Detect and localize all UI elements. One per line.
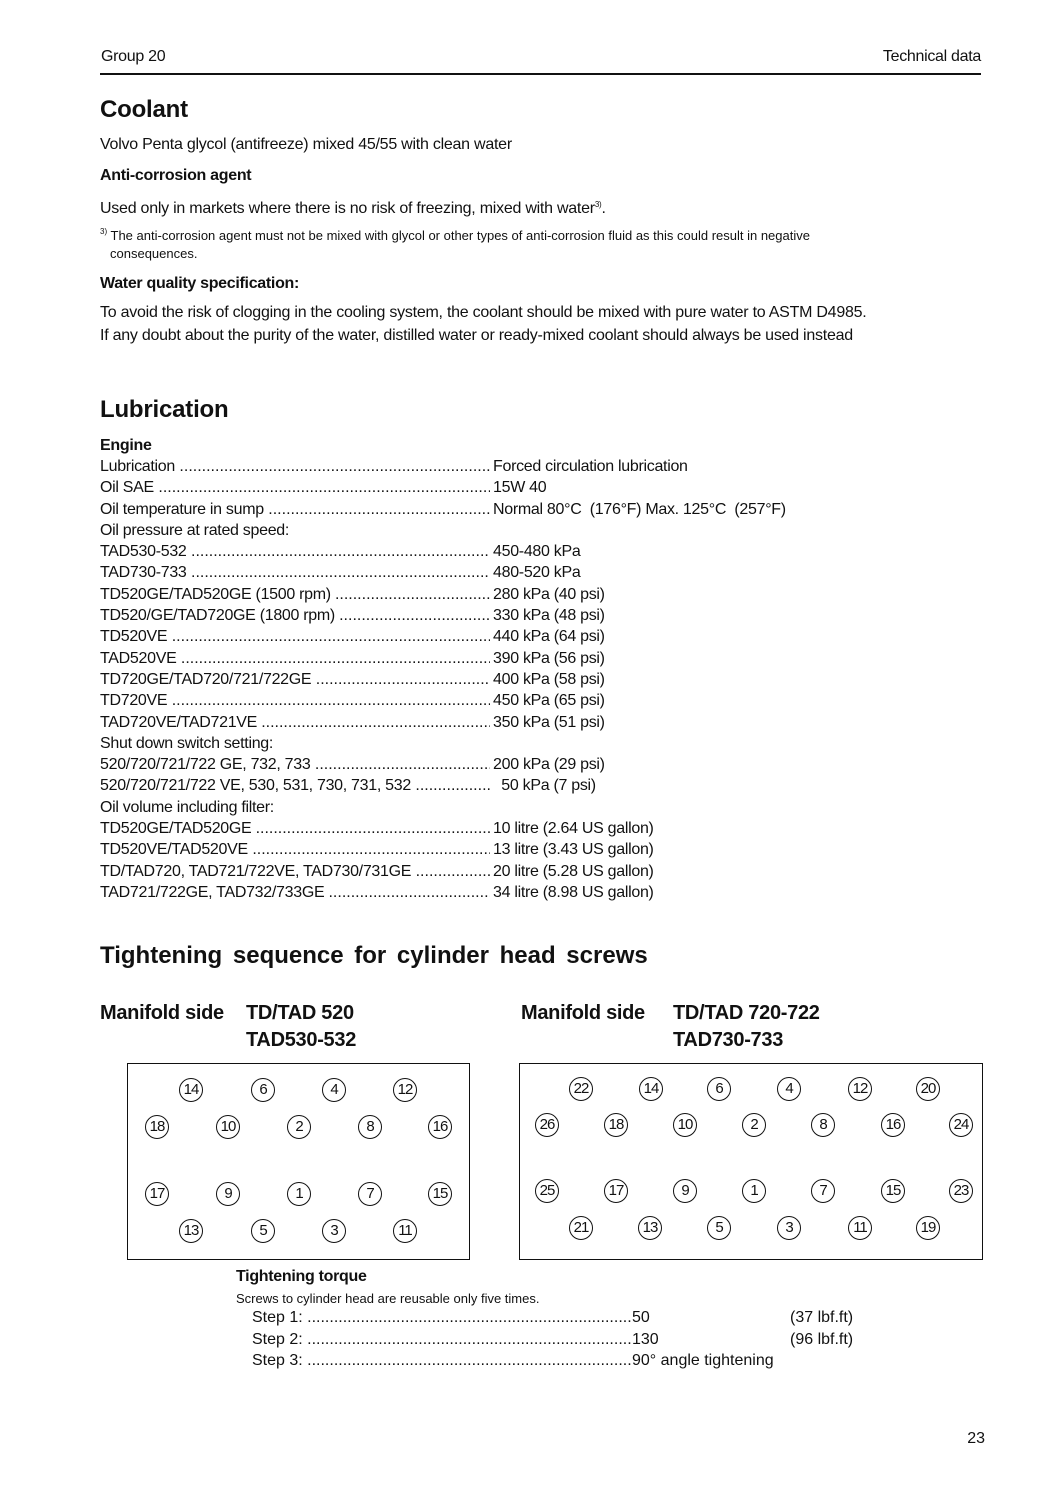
bolt-circle: 14 bbox=[179, 1078, 203, 1102]
bolt-circle: 14 bbox=[639, 1077, 663, 1101]
spec-row bbox=[100, 456, 860, 477]
spec-label: 520/720/721/722 VE, 530, 531, 730, 731, 532 ..... bbox=[100, 775, 490, 796]
right-model-line-2: TAD730-733 bbox=[673, 1029, 784, 1051]
spec-label: TD520GE/TAD520GE ..... bbox=[100, 818, 490, 839]
bolt-circle: 15 bbox=[881, 1179, 905, 1203]
lubrication-spec-list bbox=[100, 435, 860, 903]
bolt-circle: 6 bbox=[251, 1078, 275, 1102]
spec-label: TAD721/722GE, TAD732/733GE ..... bbox=[100, 882, 490, 903]
bolt-circle: 2 bbox=[742, 1113, 766, 1137]
bolt-circle: 26 bbox=[535, 1113, 559, 1137]
bolt-circle: 3 bbox=[322, 1219, 346, 1243]
spec-row bbox=[100, 541, 860, 562]
spec-value: 450 kPa (65 psi) bbox=[493, 690, 605, 711]
water-quality-line-1: To avoid the risk of clogging in the cooling system, the coolant should be mixed with pure water to ASTM D4985. bbox=[100, 304, 867, 321]
spec-group-heading bbox=[100, 733, 860, 754]
left-model-line-2: TAD530-532 bbox=[246, 1029, 357, 1051]
torque-step-label: Step 2: ..... bbox=[252, 1329, 632, 1351]
bolt-circle: 25 bbox=[535, 1179, 559, 1203]
spec-value: 200 kPa (29 psi) bbox=[493, 754, 605, 775]
bolt-circle: 11 bbox=[848, 1216, 872, 1240]
spec-label: TAD520VE ..... bbox=[100, 648, 490, 669]
anti-corrosion-text: Used only in markets where there is no risk of freezing, mixed with water$^{3)}$. bbox=[100, 200, 606, 217]
torque-title: Tightening torque bbox=[236, 1268, 367, 1285]
spec-value: 50 kPa (7 psi) bbox=[493, 775, 596, 796]
bolt-circle: 6 bbox=[707, 1077, 731, 1101]
anti-corrosion-heading: Anti-corrosion agent bbox=[100, 167, 252, 184]
bolt-circle: 7 bbox=[358, 1182, 382, 1206]
spec-value: 480-520 kPa bbox=[493, 562, 580, 583]
spec-label: Shut down switch setting: bbox=[100, 734, 274, 752]
bolt-circle: 21 bbox=[569, 1216, 593, 1240]
torque-step-imperial: (37 lbf.ft) bbox=[790, 1309, 854, 1326]
spec-value: 350 kPa (51 psi) bbox=[493, 712, 605, 733]
spec-value: 15W 40 bbox=[493, 477, 546, 498]
spec-label: Oil temperature in sump ..... bbox=[100, 499, 490, 520]
bolt-circle: 4 bbox=[777, 1077, 801, 1101]
spec-label: TAD720VE/TAD721VE ..... bbox=[100, 712, 490, 733]
bolt-circle: 17 bbox=[145, 1182, 169, 1206]
bolt-circle: 12 bbox=[848, 1077, 872, 1101]
spec-row bbox=[100, 605, 860, 626]
spec-row bbox=[100, 882, 860, 903]
spec-value: 280 kPa (40 psi) bbox=[493, 584, 605, 605]
spec-row bbox=[100, 775, 860, 796]
torque-step-label: Step 3: ..... bbox=[252, 1350, 632, 1372]
spec-label: TD520/GE/TAD720GE (1800 rpm) ..... bbox=[100, 605, 490, 626]
bolt-circle: 13 bbox=[638, 1216, 662, 1240]
spec-label: TAD530-532 ..... bbox=[100, 541, 490, 562]
bolt-circle: 2 bbox=[287, 1115, 311, 1139]
spec-value: 13 litre (3.43 US gallon) bbox=[493, 839, 654, 860]
bolt-circle: 8 bbox=[811, 1113, 835, 1137]
tightening-sequence-title: Tightening sequence for cylinder head screws bbox=[100, 942, 648, 969]
tightening-torque bbox=[236, 1267, 892, 1372]
cylinder-head-diagram-720 bbox=[519, 1063, 983, 1260]
right-model-line-1: TD/TAD 720-722 bbox=[673, 1002, 820, 1024]
footnote-ref: 3) bbox=[594, 200, 602, 209]
spec-label: Oil SAE ..... bbox=[100, 477, 490, 498]
footnote bbox=[100, 223, 810, 263]
cylinder-head-diagram-520 bbox=[127, 1063, 470, 1260]
spec-value: 330 kPa (48 psi) bbox=[493, 605, 605, 626]
bolt-circle: 10 bbox=[216, 1115, 240, 1139]
spec-label: Oil volume including filter: bbox=[100, 798, 274, 816]
spec-label: TD520GE/TAD520GE (1500 rpm) ..... bbox=[100, 584, 490, 605]
header-section-label: Technical data bbox=[882, 48, 981, 65]
spec-row bbox=[100, 712, 860, 733]
spec-row bbox=[100, 626, 860, 647]
spec-row bbox=[100, 818, 860, 839]
bolt-circle: 4 bbox=[322, 1078, 346, 1102]
spec-label: TD520VE/TAD520VE ..... bbox=[100, 839, 490, 860]
bolt-circle: 12 bbox=[393, 1078, 417, 1102]
spec-label: TAD730-733 ..... bbox=[100, 562, 490, 583]
spec-label: Lubrication ..... bbox=[100, 456, 490, 477]
bolt-circle: 15 bbox=[428, 1182, 452, 1206]
bolt-circle: 17 bbox=[604, 1179, 628, 1203]
spec-value: 20 litre (5.28 US gallon) bbox=[493, 861, 654, 882]
spec-row bbox=[100, 562, 860, 583]
bolt-circle: 1 bbox=[287, 1182, 311, 1206]
page-number: 23 bbox=[967, 1430, 985, 1447]
spec-label: 520/720/721/722 GE, 732, 733 ..... bbox=[100, 754, 490, 775]
bolt-circle: 16 bbox=[881, 1113, 905, 1137]
water-quality-heading: Water quality specification: bbox=[100, 275, 300, 292]
bolt-circle: 24 bbox=[949, 1113, 973, 1137]
spec-row bbox=[100, 690, 860, 711]
manifold-side-label: Manifold side bbox=[521, 1002, 645, 1024]
torque-step-label: Step 1: ..... bbox=[252, 1307, 632, 1329]
header-rule bbox=[100, 73, 981, 75]
bolt-circle: 9 bbox=[216, 1182, 240, 1206]
bolt-circle: 5 bbox=[251, 1219, 275, 1243]
torque-step-value: 90° angle tightening bbox=[632, 1350, 774, 1372]
bolt-circle: 23 bbox=[949, 1179, 973, 1203]
bolt-circle: 16 bbox=[428, 1115, 452, 1139]
right-diagram-caption bbox=[521, 1000, 981, 1056]
bolt-circle: 9 bbox=[673, 1179, 697, 1203]
spec-value: 10 litre (2.64 US gallon) bbox=[493, 818, 654, 839]
bolt-circle: 1 bbox=[742, 1179, 766, 1203]
manifold-side-label: Manifold side bbox=[100, 1002, 224, 1024]
spec-row bbox=[100, 584, 860, 605]
spec-label: TD520VE ..... bbox=[100, 626, 490, 647]
spec-value: 440 kPa (64 psi) bbox=[493, 626, 605, 647]
coolant-title: Coolant bbox=[100, 96, 188, 123]
engine-subheading: Engine bbox=[100, 437, 152, 454]
bolt-circle: 18 bbox=[604, 1113, 628, 1137]
spec-group-heading bbox=[100, 797, 860, 818]
bolt-circle: 10 bbox=[673, 1113, 697, 1137]
spec-row bbox=[100, 839, 860, 860]
bolt-circle: 20 bbox=[916, 1077, 940, 1101]
bolt-circle: 8 bbox=[358, 1115, 382, 1139]
coolant-intro: Volvo Penta glycol (antifreeze) mixed 45/55 with clean water bbox=[100, 136, 512, 153]
torque-step-imperial: (96 lbf.ft) bbox=[790, 1330, 854, 1348]
torque-step bbox=[252, 1350, 892, 1372]
spec-label: Oil pressure at rated speed: bbox=[100, 521, 290, 539]
footnote-marker: 3) bbox=[100, 227, 108, 236]
spec-row bbox=[100, 477, 860, 498]
spec-value: Forced circulation lubrication bbox=[493, 456, 688, 477]
spec-row bbox=[100, 669, 860, 690]
spec-value: 390 kPa (56 psi) bbox=[493, 648, 605, 669]
torque-step-value: 130 bbox=[632, 1329, 659, 1351]
spec-row bbox=[100, 499, 860, 520]
spec-value: 400 kPa (58 psi) bbox=[493, 669, 605, 690]
header-group-label: Group 20 bbox=[101, 48, 166, 65]
spec-row bbox=[100, 861, 860, 882]
spec-row bbox=[100, 754, 860, 775]
bolt-circle: 3 bbox=[777, 1216, 801, 1240]
torque-step-value: 50 bbox=[632, 1307, 650, 1329]
footnote-line-1: The anti-corrosion agent must not be mixed with glycol or other types of anti-corrosion fluid as this could result in negative bbox=[110, 228, 810, 243]
left-model-line-1: TD/TAD 520 bbox=[246, 1002, 354, 1024]
torque-step bbox=[252, 1307, 892, 1329]
spec-group-heading bbox=[100, 520, 860, 541]
spec-row bbox=[100, 648, 860, 669]
lubrication-title: Lubrication bbox=[100, 396, 229, 423]
spec-label: TD720VE ..... bbox=[100, 690, 490, 711]
left-diagram-caption bbox=[100, 1000, 500, 1056]
spec-label: TD/TAD720, TAD721/722VE, TAD730/731GE ..... bbox=[100, 861, 490, 882]
bolt-circle: 7 bbox=[811, 1179, 835, 1203]
bolt-circle: 19 bbox=[916, 1216, 940, 1240]
bolt-circle: 13 bbox=[179, 1219, 203, 1243]
bolt-circle: 11 bbox=[393, 1219, 417, 1243]
footnote-line-2: consequences. bbox=[110, 246, 198, 261]
spec-value: 34 litre (8.98 US gallon) bbox=[493, 882, 654, 903]
torque-step bbox=[252, 1329, 892, 1351]
water-quality-line-2: If any doubt about the purity of the water, distilled water or ready-mixed coolant should always be used instead bbox=[100, 327, 853, 344]
spec-value: Normal 80°C (176°F) Max. 125°C (257°F) bbox=[493, 499, 786, 520]
bolt-circle: 5 bbox=[707, 1216, 731, 1240]
bolt-circle: 18 bbox=[145, 1115, 169, 1139]
torque-note: Screws to cylinder head are reusable only five times. bbox=[236, 1291, 540, 1306]
bolt-circle: 22 bbox=[569, 1077, 593, 1101]
spec-label: TD720GE/TAD720/721/722GE ..... bbox=[100, 669, 490, 690]
spec-value: 450-480 kPa bbox=[493, 541, 580, 562]
